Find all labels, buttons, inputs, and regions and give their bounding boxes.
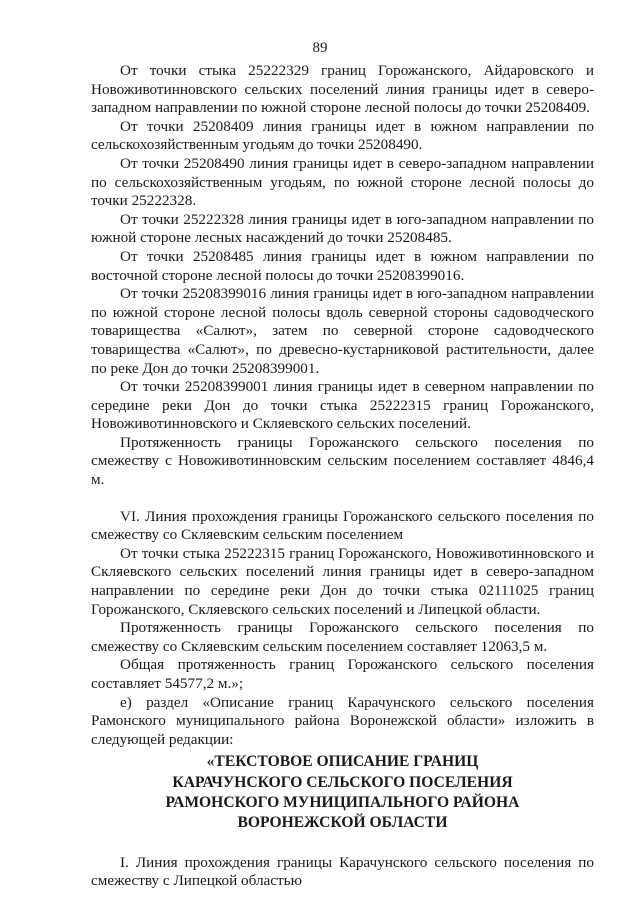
paragraph: е) раздел «Описание границ Карачунского сельского поселения Рамонского муниципального района Воронежской области» изложить в следующей редакции: <box>91 693 594 748</box>
paragraph: От точки 25208399016 линия границы идет в юго-западном направлении по южной стороне лесной полосы вдоль северной стороны садоводческого товарищества «Салют», затем по северной стороне садоводческого товарищества «Салют», по древесно-кустарниковой растительности, далее по реке Дон до точки 25208399001. <box>91 285 594 377</box>
document-heading <box>91 752 594 833</box>
paragraph: От точки 25208490 линия границы идет в северо-западном направлении по сельскохозяйственным угодьям, по южной стороне лесной полосы до точки 25222328. <box>91 154 594 210</box>
heading-line: «ТЕКСТОВОЕ ОПИСАНИЕ ГРАНИЦ <box>206 753 479 771</box>
paragraph: От точки 25208409 линия границы идет в южном направлении по сельскохозяйственным угодьям до точки 25208490. <box>91 117 594 154</box>
heading-line: КАРАЧУНСКОГО СЕЛЬСКОГО ПОСЕЛЕНИЯ <box>172 773 513 791</box>
document-body <box>91 62 594 891</box>
paragraph: От точки 25208399001 линия границы идет в северном направлении по середине реки Дон до точки стыка 25222315 границ Горожанского, Новоживотинновского и Скляевского сельских поселений. <box>91 378 594 433</box>
paragraph: Протяженность границы Горожанского сельского поселения по смежеству с Новоживотинновским сельским поселением составляет 4846,4 м. <box>91 433 594 489</box>
paragraph: От точки 25222328 линия границы идет в юго-западном направлении по южной стороне лесных насаждений до точки 25208485. <box>91 210 594 247</box>
paragraph: От точки стыка 25222315 границ Горожанского, Новоживотинновского и Скляевского сельских поселений линия границы идет в северо-западном направлении по середине реки Дон до точки стыка 02111025 границ Горожанского, Скляевского сельских поселений и Липецкой области. <box>91 544 594 618</box>
paragraph: Протяженность границы Горожанского сельского поселения по смежеству со Скляевским сельским поселением составляет 12063,5 м. <box>91 619 594 655</box>
paragraph: От точки стыка 25222329 границ Горожанского, Айдаровского и Новоживотинновского сельских поселений линия границы идет в северо-западном направлении по южной стороне лесной полосы до точки 25208409. <box>91 62 594 117</box>
section-vi-title: VI. Линия прохождения границы Горожанского сельского поселения по смежеству со Скляевским сельским поселением <box>91 507 594 544</box>
section-i-title: I. Линия прохождения границы Карачунского сельского поселения по смежеству с Липецкой областью <box>91 853 594 890</box>
paragraph: От точки 25208485 линия границы идет в южном направлении по восточной стороне лесной полосы до точки 25208399016. <box>91 247 594 284</box>
heading-line: ВОРОНЕЖСКОЙ ОБЛАСТИ <box>237 814 448 832</box>
heading-line: РАМОНСКОГО МУНИЦИПАЛЬНОГО РАЙОНА <box>165 793 520 811</box>
paragraph: Общая протяженность границ Горожанского сельского поселения составляет 54577,2 м.»; <box>91 656 594 692</box>
page-number: 89 <box>312 40 328 56</box>
